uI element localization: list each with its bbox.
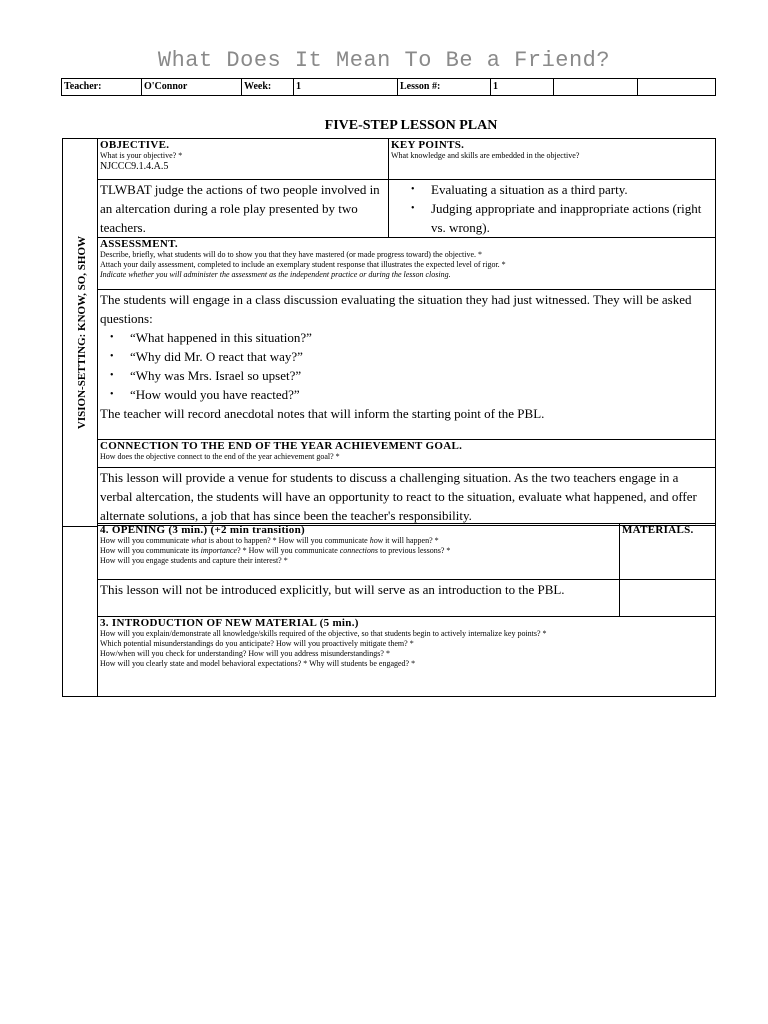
key-points-cell bbox=[389, 180, 716, 238]
info-table bbox=[61, 78, 716, 96]
connection-heading: CONNECTION TO THE END OF THE YEAR ACHIEVEMENT GOAL. bbox=[100, 440, 463, 452]
objective-standard: NJCCC9.1.4.A.5 bbox=[100, 161, 169, 172]
key-points-header-cell bbox=[389, 139, 716, 180]
question-item: • “Why did Mr. O react that way?” bbox=[130, 347, 713, 366]
teacher-label: Teacher: bbox=[62, 79, 142, 96]
key-points-list bbox=[391, 180, 713, 237]
plan-title: FIVE-STEP LESSON PLAN bbox=[324, 118, 498, 133]
lesson-plan-table bbox=[62, 138, 716, 527]
opening-prompt: How will you communicate its importance? * How will you communicate connections to previous lessons? * bbox=[100, 546, 451, 555]
opening-prompt: How will you engage students and capture their interest? * bbox=[100, 556, 288, 565]
connection-header-cell bbox=[98, 440, 716, 468]
info-empty-cell bbox=[638, 79, 716, 96]
objective-header-cell bbox=[98, 139, 389, 180]
connection-text: This lesson will provide a venue for students to discuss a challenging situation. As the two teachers engage in a verbal altercation, the students will have an opportunity to react to the situation, evaluate what happened, and offer alternate solutions, a job that has since been the teacher's responsibility. bbox=[100, 470, 697, 523]
objective-prompt: What is your objective? * bbox=[100, 151, 183, 160]
opening-text-cell bbox=[98, 580, 620, 617]
lesson-label: Lesson #: bbox=[398, 79, 491, 96]
sidebar-empty-cell bbox=[63, 524, 98, 697]
assessment-prompt: Attach your daily assessment, completed to include an exemplary student response that illustrates the expected level of rigor. * bbox=[100, 260, 506, 269]
objective-text: TLWBAT judge the actions of two people involved in an altercation during a role play presented by two teachers. bbox=[100, 182, 380, 235]
new-material-prompt: How/when will you check for understanding? How will you address misunderstandings? * bbox=[100, 649, 390, 658]
lesson-value: 1 bbox=[491, 79, 554, 96]
opening-table bbox=[62, 523, 716, 697]
teacher-value: O'Connor bbox=[142, 79, 242, 96]
new-material-prompt: How will you clearly state and model behavioral expectations? * Why will students be engaged? * bbox=[100, 659, 416, 668]
week-label: Week: bbox=[242, 79, 294, 96]
new-material-heading: 3. INTRODUCTION OF NEW MATERIAL (5 min.) bbox=[100, 617, 359, 629]
week-value: 1 bbox=[294, 79, 398, 96]
document-title: What Does It Mean To Be a Friend? bbox=[157, 48, 611, 73]
materials-heading: MATERIALS. bbox=[622, 524, 694, 536]
opening-text: This lesson will not be introduced explicitly, but will serve as an introduction to the PBL. bbox=[100, 582, 565, 597]
assessment-heading: ASSESSMENT. bbox=[100, 238, 178, 250]
assessment-prompt: Describe, briefly, what students will do to show you that they have mastered (or made progress toward) the objective. * bbox=[100, 250, 483, 259]
new-material-prompt: Which potential misunderstandings do you anticipate? How will you proactively mitigate them? * bbox=[100, 639, 414, 648]
assessment-text-cell bbox=[98, 290, 716, 440]
question-item: • “What happened in this situation?” bbox=[130, 328, 713, 347]
objective-text-cell bbox=[98, 180, 389, 238]
assessment-questions bbox=[100, 328, 713, 404]
assessment-closing: The teacher will record anecdotal notes that will inform the starting point of the PBL. bbox=[100, 406, 545, 421]
connection-text-cell bbox=[98, 468, 716, 526]
key-points-prompt: What knowledge and skills are embedded in the objective? bbox=[391, 151, 580, 160]
question-item: • “Why was Mrs. Israel so upset?” bbox=[130, 366, 713, 385]
assessment-header-cell bbox=[98, 238, 716, 290]
connection-prompt: How does the objective connect to the end of the year achievement goal? * bbox=[100, 452, 340, 461]
new-material-prompt: How will you explain/demonstrate all knowledge/skills required of the objective, so that students begin to actively internalize key points? * bbox=[100, 629, 547, 638]
question-item: • “How would you have reacted?” bbox=[130, 385, 713, 404]
key-point-item: • Judging appropriate and inappropriate actions (right vs. wrong). bbox=[431, 199, 713, 237]
key-point-item: • Evaluating a situation as a third party. bbox=[431, 180, 713, 199]
info-empty-cell bbox=[554, 79, 638, 96]
vision-setting-sidebar bbox=[63, 139, 98, 527]
materials-header-cell bbox=[620, 524, 716, 580]
key-points-heading: KEY POINTS. bbox=[391, 139, 465, 151]
objective-heading: OBJECTIVE. bbox=[100, 139, 170, 151]
vision-setting-label: VISION-SETTING: KNOW, SO, SHOW bbox=[76, 235, 88, 430]
assessment-intro: The students will engage in a class discussion evaluating the situation they had just witnessed. They will be asked questions: bbox=[100, 292, 692, 326]
opening-heading: 4. OPENING (3 min.) (+2 min transition) bbox=[100, 524, 305, 536]
opening-header-cell bbox=[98, 524, 620, 580]
opening-prompt: How will you communicate what is about to happen? * How will you communicate how it will happen? * bbox=[100, 536, 439, 545]
assessment-prompt: Indicate whether you will administer the assessment as the independent practice or during the lesson closing. bbox=[100, 270, 451, 279]
materials-cell bbox=[620, 580, 716, 617]
new-material-header-cell bbox=[98, 617, 716, 697]
